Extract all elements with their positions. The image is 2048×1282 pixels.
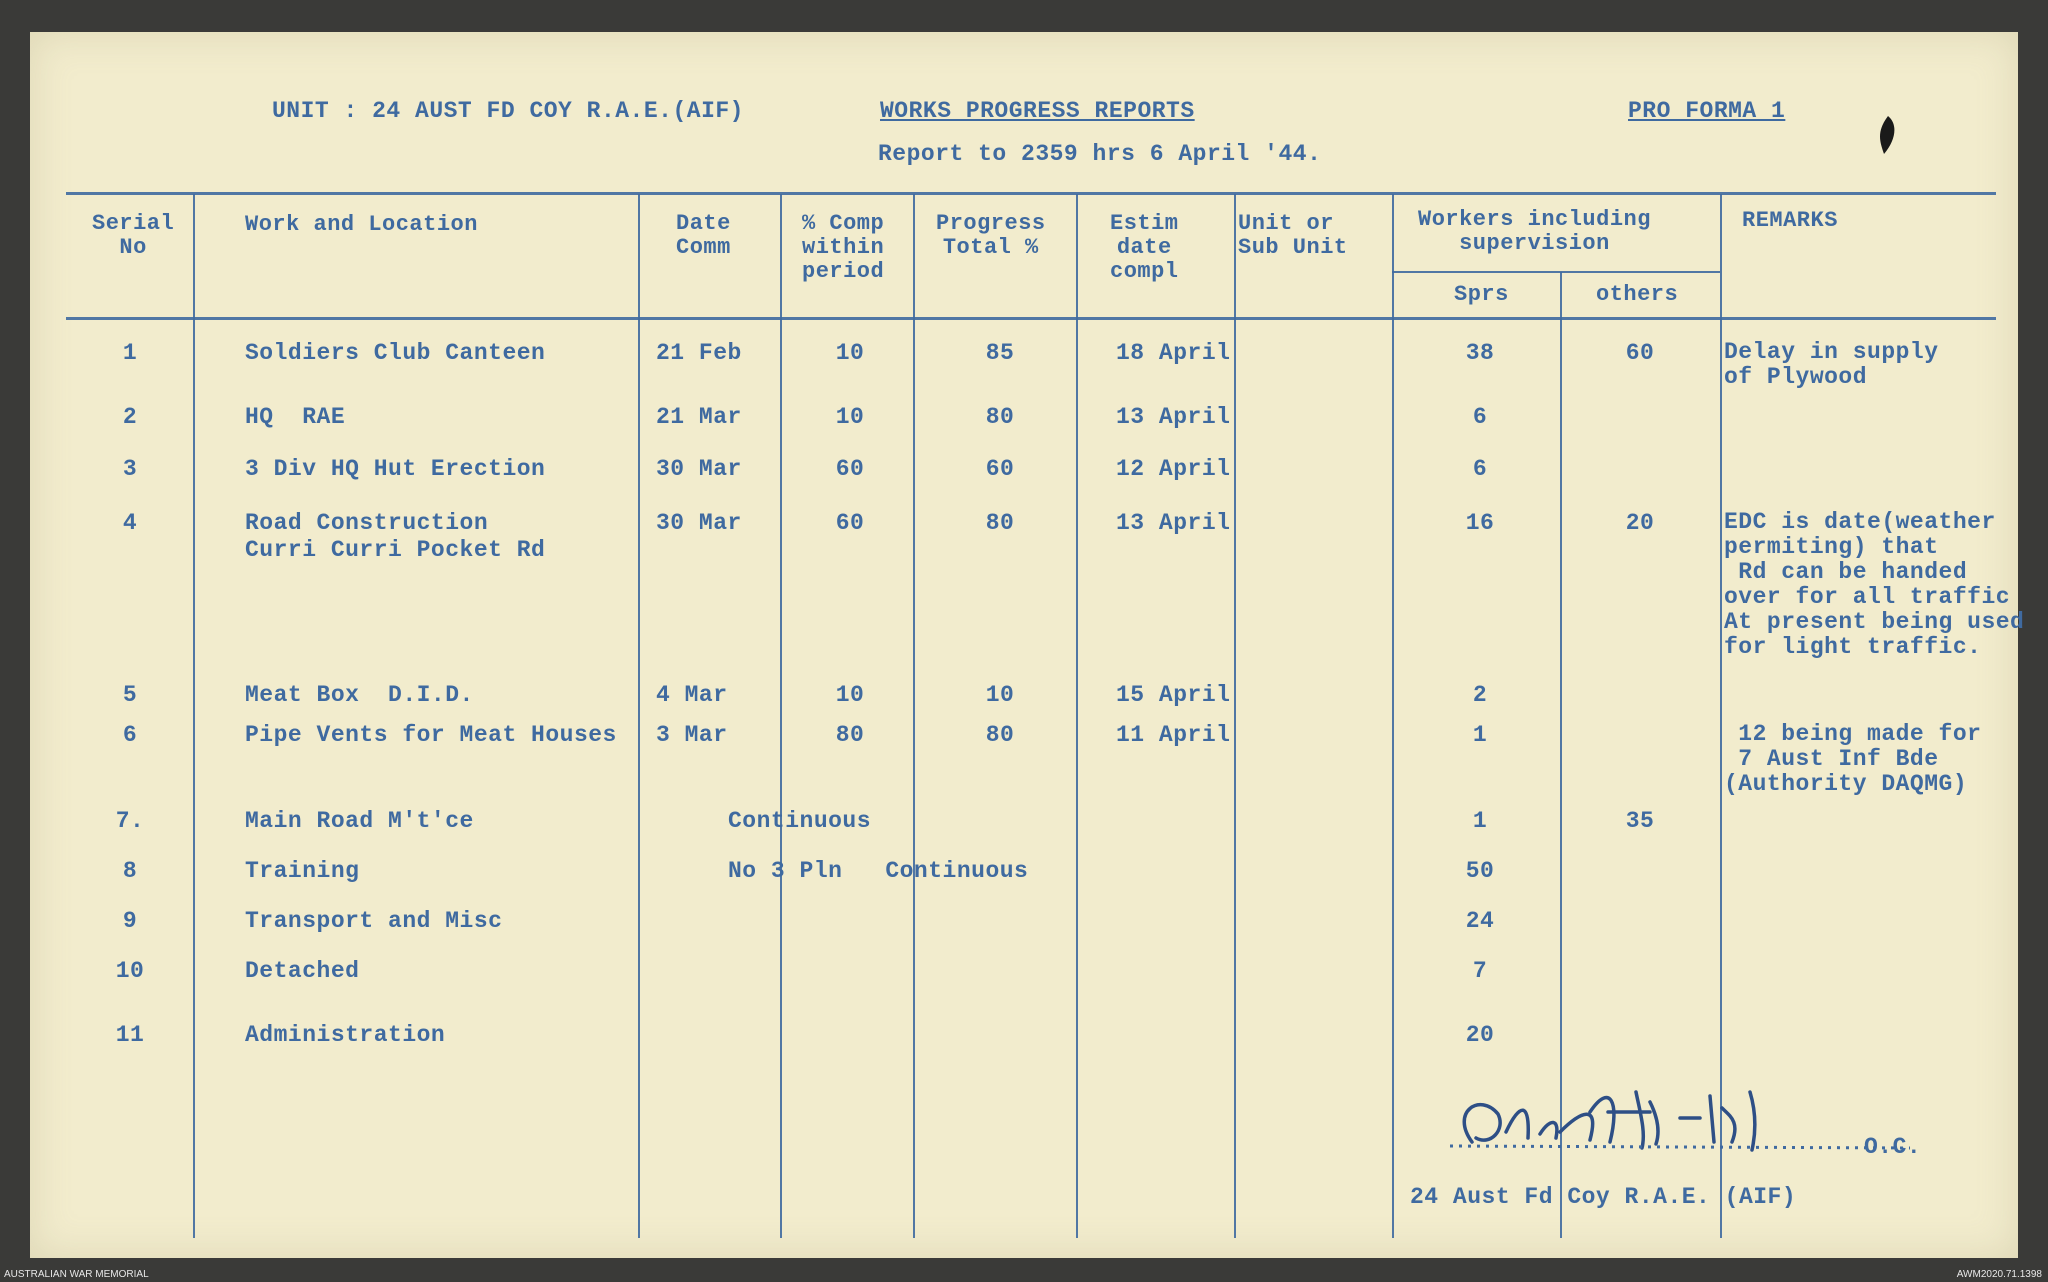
cell-progress: 85 — [985, 340, 1015, 366]
cell-work: Training — [245, 858, 360, 884]
cell-work: Meat Box D.I.D. — [245, 682, 474, 708]
cell-date: 21 Feb — [656, 340, 742, 366]
cell-date: 4 Mar — [656, 682, 728, 708]
cell-serial: 10 — [115, 958, 145, 984]
cell-serial: 6 — [122, 722, 138, 748]
cell-date: Continuous — [728, 808, 872, 834]
cell-pct: 80 — [835, 722, 865, 748]
cell-serial: 11 — [115, 1022, 145, 1048]
workers-subheader-rule — [1392, 271, 1720, 273]
document-page — [30, 32, 2025, 1258]
cell-sprs: 20 — [1465, 1022, 1495, 1048]
cell-date: 3 Mar — [656, 722, 728, 748]
cell-work: Detached — [245, 958, 360, 984]
header-remarks: REMARKS — [1742, 208, 1838, 233]
signature-block — [1410, 1072, 1930, 1212]
cell-work: Soldiers Club Canteen — [245, 340, 546, 366]
hole-mark-icon — [1870, 114, 1904, 158]
col-divider-unit — [1392, 194, 1394, 1238]
header-work: Work and Location — [245, 212, 478, 237]
table-header-rule — [66, 317, 1996, 320]
cell-pct: 10 — [835, 682, 865, 708]
cell-pct: 60 — [835, 456, 865, 482]
handwritten-signature — [1410, 1072, 1930, 1162]
col-divider-progress — [1076, 194, 1078, 1238]
cell-serial: 8 — [122, 858, 138, 884]
cell-remarks: 12 being made for 7 Aust Inf Bde (Authority DAQMG) — [1724, 721, 1982, 797]
cell-work: HQ RAE — [245, 404, 346, 430]
cell-serial: 5 — [122, 682, 138, 708]
cell-estim: 18 April — [1116, 340, 1231, 366]
cell-sprs: 2 — [1472, 682, 1488, 708]
cell-work: Administration — [245, 1022, 446, 1048]
signature-unit-line: 24 Aust Fd Coy R.A.E. (AIF) — [1410, 1184, 1797, 1210]
header-unit: Unit or Sub Unit — [1238, 211, 1348, 260]
cell-serial: 7. — [115, 808, 145, 834]
pro-forma-label: PRO FORMA 1 — [1628, 98, 1786, 124]
cell-pct: 10 — [835, 340, 865, 366]
col-divider-serial — [193, 194, 195, 1238]
cell-estim: 13 April — [1116, 510, 1231, 536]
header-workers: Workers including supervision — [1418, 207, 1651, 256]
cell-progress: 80 — [985, 510, 1015, 536]
header-date-comm: Date Comm — [676, 211, 731, 260]
cell-sprs: 1 — [1472, 722, 1488, 748]
table-top-rule — [66, 192, 1996, 195]
cell-date: 30 Mar — [656, 456, 742, 482]
col-divider-pct — [913, 194, 915, 1238]
cell-others: 20 — [1625, 510, 1655, 536]
cell-others: 35 — [1625, 808, 1655, 834]
report-title: WORKS PROGRESS REPORTS — [880, 98, 1195, 124]
cell-work: Transport and Misc — [245, 908, 503, 934]
cell-progress: 80 — [985, 722, 1015, 748]
report-subtitle: Report to 2359 hrs 6 April '44. — [878, 141, 1322, 167]
header-serial: Serial No — [92, 211, 175, 260]
cell-sprs: 50 — [1465, 858, 1495, 884]
header-estim: Estim date compl — [1110, 211, 1179, 284]
cell-work: Pipe Vents for Meat Houses — [245, 722, 617, 748]
cell-progress: 10 — [985, 682, 1015, 708]
cell-sprs: 6 — [1472, 456, 1488, 482]
header-sprs: Sprs — [1454, 282, 1509, 307]
footer-right-caption: AWM2020.71.1398 — [1956, 1269, 2042, 1280]
cell-sprs: 38 — [1465, 340, 1495, 366]
cell-serial: 4 — [122, 510, 138, 536]
cell-sprs: 16 — [1465, 510, 1495, 536]
cell-estim: 12 April — [1116, 456, 1231, 482]
cell-sprs: 1 — [1472, 808, 1488, 834]
header-others: others — [1596, 282, 1679, 307]
signature-role: O.C. — [1864, 1134, 1922, 1160]
unit-heading: UNIT : 24 AUST FD COY R.A.E.(AIF) — [272, 98, 744, 124]
cell-sprs: 6 — [1472, 404, 1488, 430]
cell-work: 3 Div HQ Hut Erection — [245, 456, 546, 482]
cell-remarks: Delay in supply of Plywood — [1724, 339, 1939, 390]
header-progress: Progress Total % — [936, 211, 1046, 260]
cell-sprs: 7 — [1472, 958, 1488, 984]
cell-pct: 10 — [835, 404, 865, 430]
cell-estim: 15 April — [1116, 682, 1231, 708]
cell-work: Main Road M't'ce — [245, 808, 474, 834]
cell-remarks: EDC is date(weather permiting) that Rd can be handed over for all traffic At present being used for light traffic. — [1724, 509, 2025, 660]
cell-date: No 3 Pln Continuous — [728, 858, 1029, 884]
cell-date: 21 Mar — [656, 404, 742, 430]
col-divider-date — [780, 194, 782, 1238]
cell-estim: 11 April — [1116, 722, 1231, 748]
cell-others: 60 — [1625, 340, 1655, 366]
cell-serial: 3 — [122, 456, 138, 482]
cell-sprs: 24 — [1465, 908, 1495, 934]
cell-serial: 9 — [122, 908, 138, 934]
cell-estim: 13 April — [1116, 404, 1231, 430]
cell-serial: 2 — [122, 404, 138, 430]
header-pct-comp: % Comp within period — [802, 211, 885, 284]
footer-left-caption: AUSTRALIAN WAR MEMORIAL — [4, 1269, 149, 1280]
cell-pct: 60 — [835, 510, 865, 536]
cell-date: 30 Mar — [656, 510, 742, 536]
cell-progress: 80 — [985, 404, 1015, 430]
cell-progress: 60 — [985, 456, 1015, 482]
cell-work: Road Construction Curri Curri Pocket Rd — [245, 510, 546, 563]
cell-serial: 1 — [122, 340, 138, 366]
